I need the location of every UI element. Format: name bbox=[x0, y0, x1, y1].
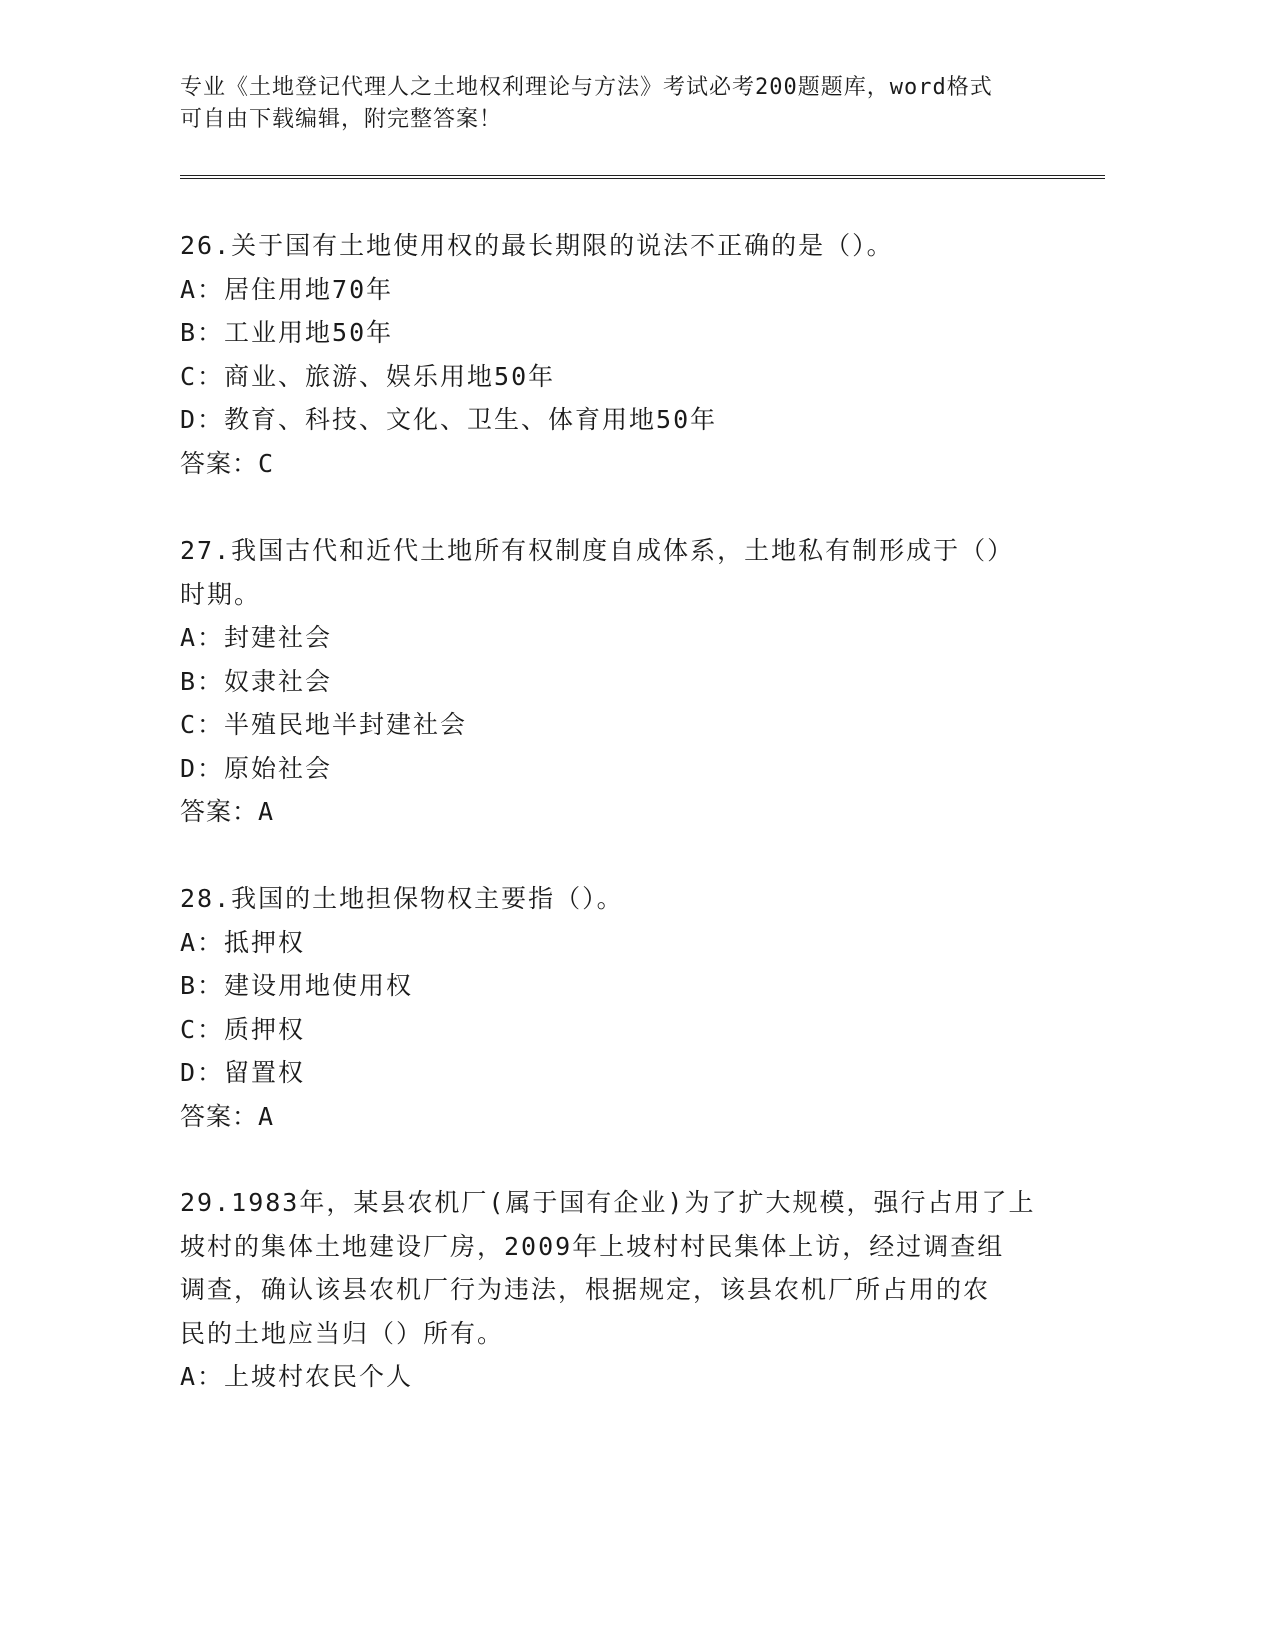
answer-label: 答案： bbox=[180, 448, 259, 478]
question-stem: 27.我国古代和近代土地所有权制度自成体系，土地私有制形成于（） bbox=[180, 536, 1015, 565]
question-28 bbox=[180, 877, 1040, 1138]
document-header bbox=[180, 72, 1030, 136]
answer-line bbox=[180, 790, 1040, 834]
question-27 bbox=[180, 529, 1040, 834]
question-stem-cont: 民的土地应当归（）所有。 bbox=[180, 1318, 505, 1348]
option-d: D：教育、科技、文化、卫生、体育用地50年 bbox=[180, 405, 718, 434]
question-stem: 29.1983年，某县农机厂(属于国有企业)为了扩大规模，强行占用了上 bbox=[180, 1188, 1036, 1217]
option-c: C：商业、旅游、娱乐用地50年 bbox=[180, 361, 556, 391]
option-a: A：上坡村农民个人 bbox=[180, 1362, 414, 1391]
question-stem: 26.关于国有土地使用权的最长期限的说法不正确的是（）。 bbox=[180, 231, 894, 260]
question-stem-cont: 调查，确认该县农机厂行为违法，根据规定，该县农机厂所占用的农 bbox=[180, 1275, 991, 1304]
option-c: C：半殖民地半封建社会 bbox=[180, 710, 468, 739]
header-line-1: 专业《土地登记代理人之土地权利理论与方法》考试必考200题题库，word格式 bbox=[180, 75, 993, 100]
option-b: B：工业用地50年 bbox=[180, 318, 394, 347]
option-d: D：留置权 bbox=[180, 1058, 306, 1087]
answer-label: 答案： bbox=[180, 797, 259, 826]
question-stem: 28.我国的土地担保物权主要指（）。 bbox=[180, 884, 624, 913]
option-a: A：封建社会 bbox=[180, 623, 333, 652]
header-line-2: 可自由下载编辑，附完整答案！ bbox=[180, 107, 503, 132]
option-d: D：原始社会 bbox=[180, 753, 333, 783]
option-a: A：抵押权 bbox=[180, 927, 306, 957]
question-26 bbox=[180, 224, 1040, 485]
answer-value: C bbox=[258, 448, 275, 478]
option-c: C：质押权 bbox=[180, 1014, 306, 1044]
option-b: B：建设用地使用权 bbox=[180, 971, 414, 1000]
answer-line bbox=[180, 442, 1040, 486]
answer-label: 答案： bbox=[180, 1101, 259, 1131]
option-b: B：奴隶社会 bbox=[180, 666, 333, 696]
answer-line bbox=[180, 1095, 1040, 1139]
question-29 bbox=[180, 1181, 1040, 1399]
question-stem-cont: 坡村的集体土地建设厂房，2009年上坡村村民集体上访，经过调查组 bbox=[180, 1231, 1005, 1261]
option-a: A：居住用地70年 bbox=[180, 274, 394, 304]
answer-value: A bbox=[258, 1101, 275, 1131]
header-divider bbox=[180, 175, 1105, 179]
question-stem-cont: 时期。 bbox=[180, 579, 262, 609]
answer-value: A bbox=[258, 797, 275, 826]
